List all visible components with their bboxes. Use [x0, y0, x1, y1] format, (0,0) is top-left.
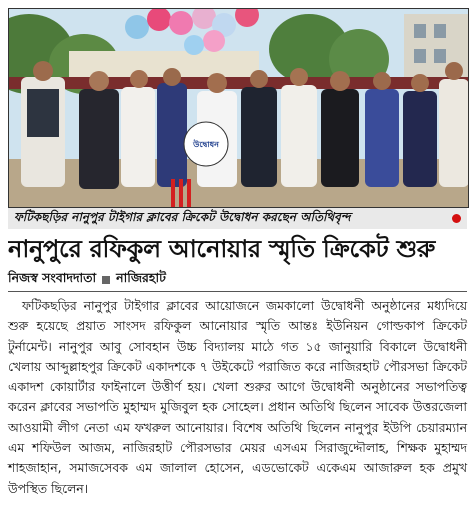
sign-text: উদ্বোধন	[193, 140, 219, 149]
news-photo	[8, 8, 469, 208]
byline	[8, 270, 166, 290]
photo-caption	[8, 208, 467, 229]
divider	[8, 291, 467, 292]
caption-bullet-icon	[452, 214, 461, 223]
caption-text: ফটিকছড়ির নানুপুর টাইগার ক্লাবের ক্রিকেট উদ্বোধন করছেন অতিথিবৃন্দ	[14, 209, 351, 224]
separator-square-icon	[102, 276, 110, 284]
byline-location: নাজিরহাট	[116, 270, 166, 285]
photo-illustration	[9, 9, 468, 207]
byline-reporter: নিজস্ব সংবাদদাতা	[8, 270, 97, 285]
headline: নানুপুরে রফিকুল আনোয়ার স্মৃতি ক্রিকেট শুরু	[8, 235, 435, 263]
article-body: ফটিকছড়ির নানুপুর টাইগার ক্লাবের আয়োজনে জমকালো উদ্বোধনী অনুষ্ঠানের মধ্যদিয়ে শুরু হয়েছে প্রয়াত সাংসদ রফিকুল আনোয়ার স্মৃতি আন্তঃ ইউনিয়ন গোল্ডকাপ ক্রিকেট টুর্নামেন্ট। নানুপুর আবু সোবহান উচ্চ বিদ্যালয় মাঠে গত ১৫ জানুয়ারি বিকালে উদ্বোধনী খেলায় আব্দুল্লাহপুর ক্রিকেট একাদশকে ৭ উইকেটে পরাজিত করে নাজিরহাট পৌরসভা ক্রিকেট একাদশ কোয়ার্টার ফাইনালে উত্তীর্ণ হয়। খেলা শুরুর আগে উদ্বোধনী অনুষ্ঠানের সভাপতিত্ব করেন ক্লাবের সভাপতি মুহাম্মদ মুজিবুল হক সোহেল। প্রধান অতিথি ছিলেন সাবেক উত্তরজেলা আওয়ামী লীগ নেতা এম ফখরুল আনোয়ার। বিশেষ অতিথি ছিলেন নানুপুর ইউপি চেয়ারম্যান এম শফিউল আজম, নাজিরহাট পৌরসভার মেয়র এসএম সিরাজুদ্দৌলাহ, শিক্ষক মুহাম্মদ শাহজাহান, সমাজসেবক এম জালাল হোসেন, এডভোকেট একেএম আজারুল হক প্রমুখ উপস্থিত ছিলেন।	[8, 298, 467, 496]
